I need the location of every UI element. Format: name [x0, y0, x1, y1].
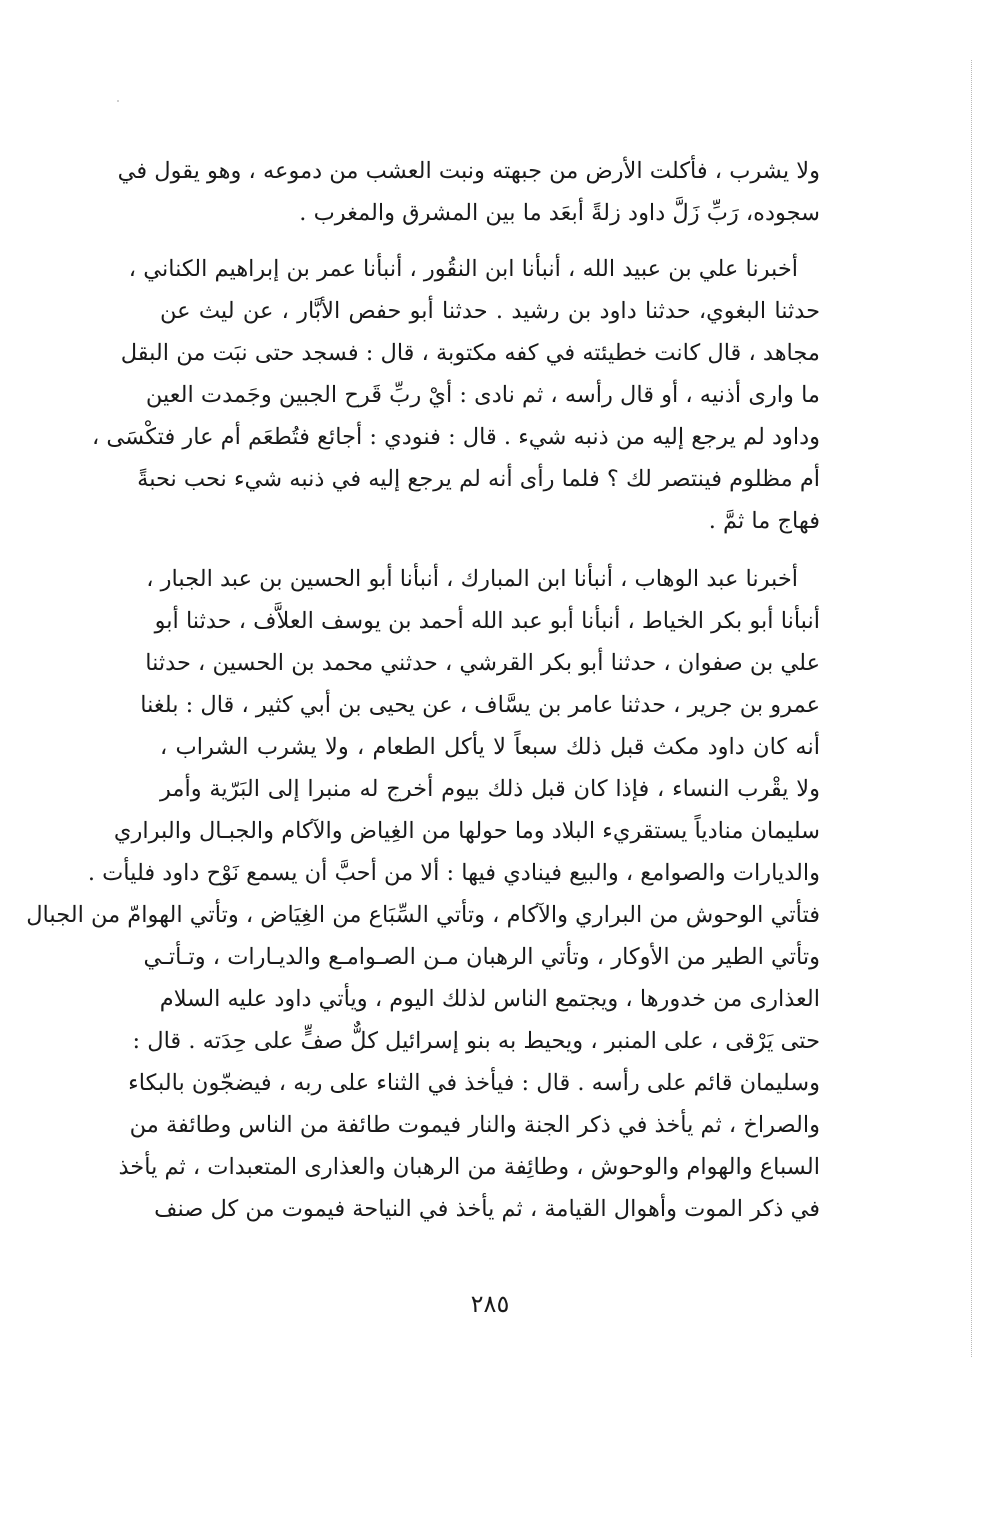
text-line: في ذكر الموت وأهوال القيامة ، ثم يأخذ في النياحة فيموت من كل صنف: [154, 1196, 820, 1222]
text-line: السباع والهوام والوحوش ، وطائِفة من الرهبان والعذارى المتعبدات ، ثم يأخذ: [118, 1154, 820, 1180]
text-line: أنبأنا أبو بكر الخياط ، أنبأنا أبو عبد الله أحمد بن يوسف العلاَّف ، حدثنا أبو: [154, 608, 820, 634]
text-line: أم مظلوم فينتصر لك ؟ فلما رأى أنه لم يرجع إليه في ذنبه شيء نحب نحبةً: [137, 466, 820, 492]
text-line: وسليمان قائم على رأسه . قال : فيأخذ في الثناء على ربه ، فيضجّون بالبكاء: [128, 1070, 820, 1096]
page-number: ٢٨٥: [470, 1290, 510, 1318]
text-line: وداود لم يرجع إليه من ذنبه شيء . قال : فنودي : أجائع فتُطعَم أم عار فتكْسَى ،: [92, 424, 820, 450]
text-line: وتأتي الطير من الأوكار ، وتأتي الرهبان مـن الصـوامـع والديـارات ، وتـأتـي: [143, 944, 820, 970]
text-line: حتى يَرْقى ، على المنبر ، ويحيط به بنو إسرائيل كلٌّ صفٍّ على حِدَته . قال :: [132, 1028, 820, 1054]
body-text: [26, 150, 820, 1230]
text-line: مجاهد ، قال كانت خطيئته في كفه مكتوبة ، قال : فسجد حتى نبَت من البقل: [120, 340, 820, 366]
scan-edge-line: [971, 60, 972, 1357]
text-line: فتأتي الوحوش من البراري والآكام ، وتأتي السِّبَاع من الغِيَاض ، وتأتي الهوامّ من الجبال: [26, 902, 820, 928]
text-line: والديارات والصوامع ، والبيع فينادي فيها : ألا من أحبَّ أن يسمع نَوْح داود فليأت .: [87, 860, 820, 886]
scan-speck: [117, 100, 119, 102]
text-line: علي بن صفوان ، حدثنا أبو بكر القرشي ، حدثني محمد بن الحسين ، حدثنا: [145, 650, 820, 676]
text-line: فهاج ما ثمَّ .: [708, 508, 820, 534]
text-line: ولا يقْرب النساء ، فإذا كان قبل ذلك بيوم أخرج له منبرا إلى البَرّية وأمر: [160, 776, 820, 802]
text-line: والصراخ ، ثم يأخذ في ذكر الجنة والنار فيموت طائفة من الناس وطائفة من: [129, 1112, 820, 1138]
text-line: ما وارى أذنيه ، أو قال رأسه ، ثم نادى : أيْ ربِّ قَرح الجبين وجَمدت العين: [145, 382, 820, 408]
text-line: سجوده، رَبِّ زَلَّ داود زلةً أبعَد ما بين المشرق والمغرب .: [299, 200, 820, 226]
text-line: أخبرنا عبد الوهاب ، أنبأنا ابن المبارك ، أنبأنا أبو الحسين بن عبد الجبار ،: [146, 566, 798, 592]
text-line: العذارى من خدورها ، ويجتمع الناس لذلك اليوم ، ويأتي داود عليه السلام: [159, 986, 820, 1012]
text-line: سليمان منادياً يستقريء البلاد وما حولها من الغِياض والآكام والجبـال والبراري: [113, 818, 820, 844]
text-line: حدثنا البغوي، حدثنا داود بن رشيد . حدثنا أبو حفص الأبَّار ، عن ليث عن: [160, 298, 820, 324]
text-line: أخبرنا علي بن عبيد الله ، أنبأنا ابن النقُور ، أنبأنا عمر بن إبراهيم الكناني ،: [128, 256, 798, 282]
text-line: عمرو بن جرير ، حدثنا عامر بن يسَّاف ، عن يحيى بن أبي كثير ، قال : بلغنا: [140, 692, 820, 718]
text-line: أنه كان داود مكث قبل ذلك سبعاً لا يأكل الطعام ، ولا يشرب الشراب ،: [160, 734, 820, 760]
text-line: ولا يشرب ، فأكلت الأرض من جبهته ونبت العشب من دموعه ، وهو يقول في: [117, 158, 820, 184]
